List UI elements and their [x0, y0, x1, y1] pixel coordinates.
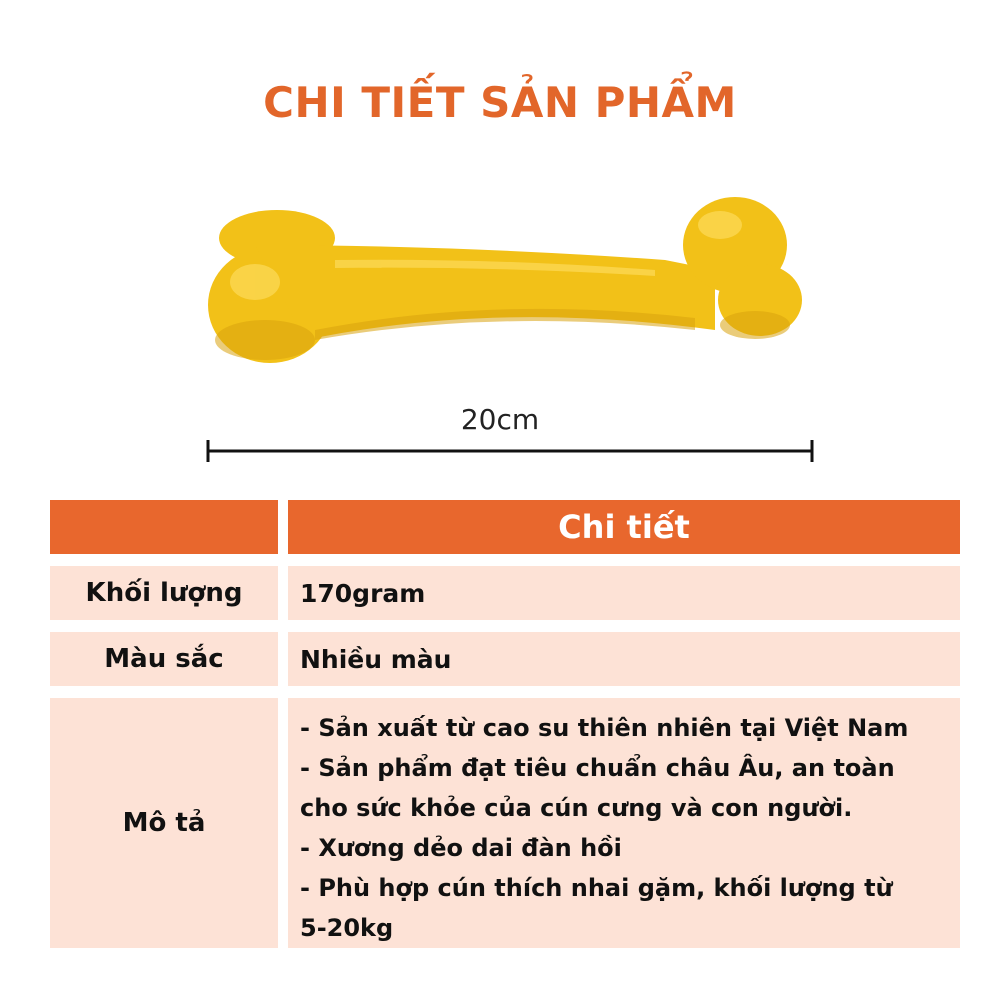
- description-line: cho sức khỏe của cún cưng và con người.: [300, 794, 853, 822]
- table-header: [288, 500, 960, 554]
- row-value-weight: 170gram: [288, 566, 960, 620]
- measurement-line: [205, 436, 815, 466]
- description-line: - Xương dẻo dai đàn hồi: [300, 834, 622, 862]
- bone-toy-image: [195, 190, 815, 380]
- row-value-description: [288, 698, 960, 948]
- row-label-description: Mô tả: [50, 698, 278, 948]
- table-header-empty: [50, 500, 278, 554]
- description-line: - Sản xuất từ cao su thiên nhiên tại Việt Nam: [300, 714, 909, 742]
- page-title: CHI TIẾT SẢN PHẨM: [263, 78, 737, 127]
- row-value-color: Nhiều màu: [288, 632, 960, 686]
- row-label-weight: Khối lượng: [50, 566, 278, 620]
- table-header-label: Chi tiết: [558, 508, 690, 546]
- measurement-label: 20cm: [460, 403, 540, 436]
- description-line: 5-20kg: [300, 914, 394, 942]
- row-label-color: Màu sắc: [50, 632, 278, 686]
- description-line: - Phù hợp cún thích nhai gặm, khối lượng từ: [300, 874, 893, 902]
- description-line: - Sản phẩm đạt tiêu chuẩn châu Âu, an toàn: [300, 754, 895, 782]
